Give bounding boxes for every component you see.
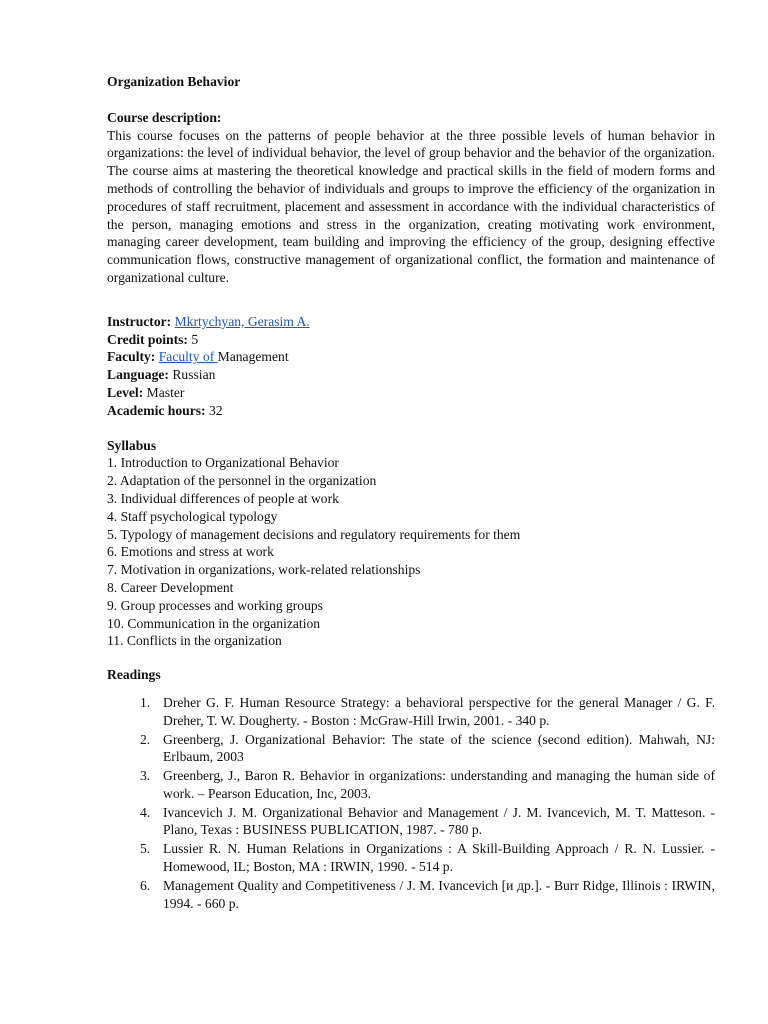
level-label: Level: xyxy=(107,384,144,400)
syllabus-item: 5. Typology of management decisions and regulatory requirements for them xyxy=(107,526,521,542)
document-page xyxy=(107,73,715,913)
reading-item xyxy=(107,877,715,913)
page-title: Organization Behavior xyxy=(107,74,241,89)
reading-text: Dreher G. F. Human Resource Strategy: a behavioral perspective for the general Manager / G. F. Dreher, T. W. Dougherty. - Boston : McGraw-Hill Irwin, 2001. - 340 p. xyxy=(163,694,715,728)
course-description-heading: Course description: xyxy=(107,109,222,125)
reading-number: 5. xyxy=(140,841,151,857)
instructor-link[interactable]: Mkrtychyan, Gerasim A. xyxy=(174,313,310,329)
reading-text: Greenberg, J. Organizational Behavior: The state of the science (second edition). Mahwah, NJ: Erlbaum, 2003 xyxy=(163,731,715,765)
readings-list xyxy=(107,694,715,913)
faculty-value: Management xyxy=(217,349,289,365)
syllabus-item: 11. Conflicts in the organization xyxy=(107,633,282,649)
readings-heading: Readings xyxy=(107,667,161,683)
level-row xyxy=(107,384,715,402)
syllabus-item: 6. Emotions and stress at work xyxy=(107,544,274,560)
reading-item xyxy=(107,804,715,840)
syllabus-list xyxy=(107,454,715,650)
level-value: Master xyxy=(146,384,185,400)
reading-number: 1. xyxy=(140,694,151,710)
language-row xyxy=(107,366,715,384)
instructor-row xyxy=(107,313,715,331)
credit-points-value: 5 xyxy=(191,331,199,347)
academic-hours-label: Academic hours: xyxy=(107,402,206,418)
reading-text: Greenberg, J., Baron R. Behavior in organizations: understanding and managing the human side of work. – Pearson Education, Inc, 2003. xyxy=(163,768,715,801)
language-value: Russian xyxy=(172,367,216,383)
course-description-text: This course focuses on the patterns of people behavior at the three possible levels of human behavior in organizations: the level of individual behavior, the level of group behavior and the behavior of the organization. The course aims at mastering the theoretical knowledge and practical skills in the field of modern forms and methods of controlling the behavior of individuals and groups to improve the efficiency of the organization in procedures of staff recruitment, placement and assessment in accordance with the individual characteristics of the person, managing emotions and stress in the organization, creating motivating work environment, managing career development, team building and improving the efficiency of the group, designing effective communication flows, constructive management of organizational conflict, the formation and maintenance of organizational culture. xyxy=(107,127,715,285)
language-label: Language: xyxy=(107,367,169,383)
syllabus-item: 2. Adaptation of the personnel in the organization xyxy=(107,473,377,489)
faculty-label: Faculty: xyxy=(107,349,156,365)
credit-points-label: Credit points: xyxy=(107,331,188,347)
reading-item xyxy=(107,731,715,767)
reading-text: Lussier R. N. Human Relations in Organizations : A Skill-Building Approach / R. N. Lussier. - Homewood, IL; Boston, MA : IRWIN, 1990. - 514 p. xyxy=(163,841,715,875)
reading-item xyxy=(107,840,715,876)
reading-number: 3. xyxy=(140,768,151,784)
syllabus-item: 8. Career Development xyxy=(107,579,234,595)
syllabus-heading: Syllabus xyxy=(107,437,157,453)
reading-item xyxy=(107,767,715,803)
credit-points-row xyxy=(107,331,715,349)
instructor-label: Instructor: xyxy=(107,313,172,329)
faculty-row xyxy=(107,348,715,366)
syllabus-item: 4. Staff psychological typology xyxy=(107,508,278,524)
reading-number: 4. xyxy=(140,804,151,820)
reading-number: 2. xyxy=(140,731,151,747)
reading-text: Ivancevich J. M. Organizational Behavior and Management / J. M. Ivancevich, M. T. Matteson. - Plano, Texas : BUSINESS PUBLICATION, 1987. - 780 p. xyxy=(163,804,715,838)
syllabus-item: 9. Group processes and working groups xyxy=(107,597,323,613)
reading-number: 6. xyxy=(140,877,151,893)
syllabus-item: 7. Motivation in organizations, work-related relationships xyxy=(107,562,421,578)
academic-hours-row xyxy=(107,402,715,420)
academic-hours-value: 32 xyxy=(208,402,223,418)
faculty-link[interactable]: Faculty of xyxy=(158,349,218,365)
syllabus-item: 3. Individual differences of people at work xyxy=(107,490,339,506)
syllabus-item: 1. Introduction to Organizational Behavior xyxy=(107,455,339,471)
reading-item xyxy=(107,694,715,730)
reading-text: Management Quality and Competitiveness / J. M. Ivancevich [и др.]. - Burr Ridge, Illinois : IRWIN, 1994. - 660 p. xyxy=(163,877,715,911)
syllabus-item: 10. Communication in the organization xyxy=(107,615,321,631)
course-meta xyxy=(107,313,715,420)
